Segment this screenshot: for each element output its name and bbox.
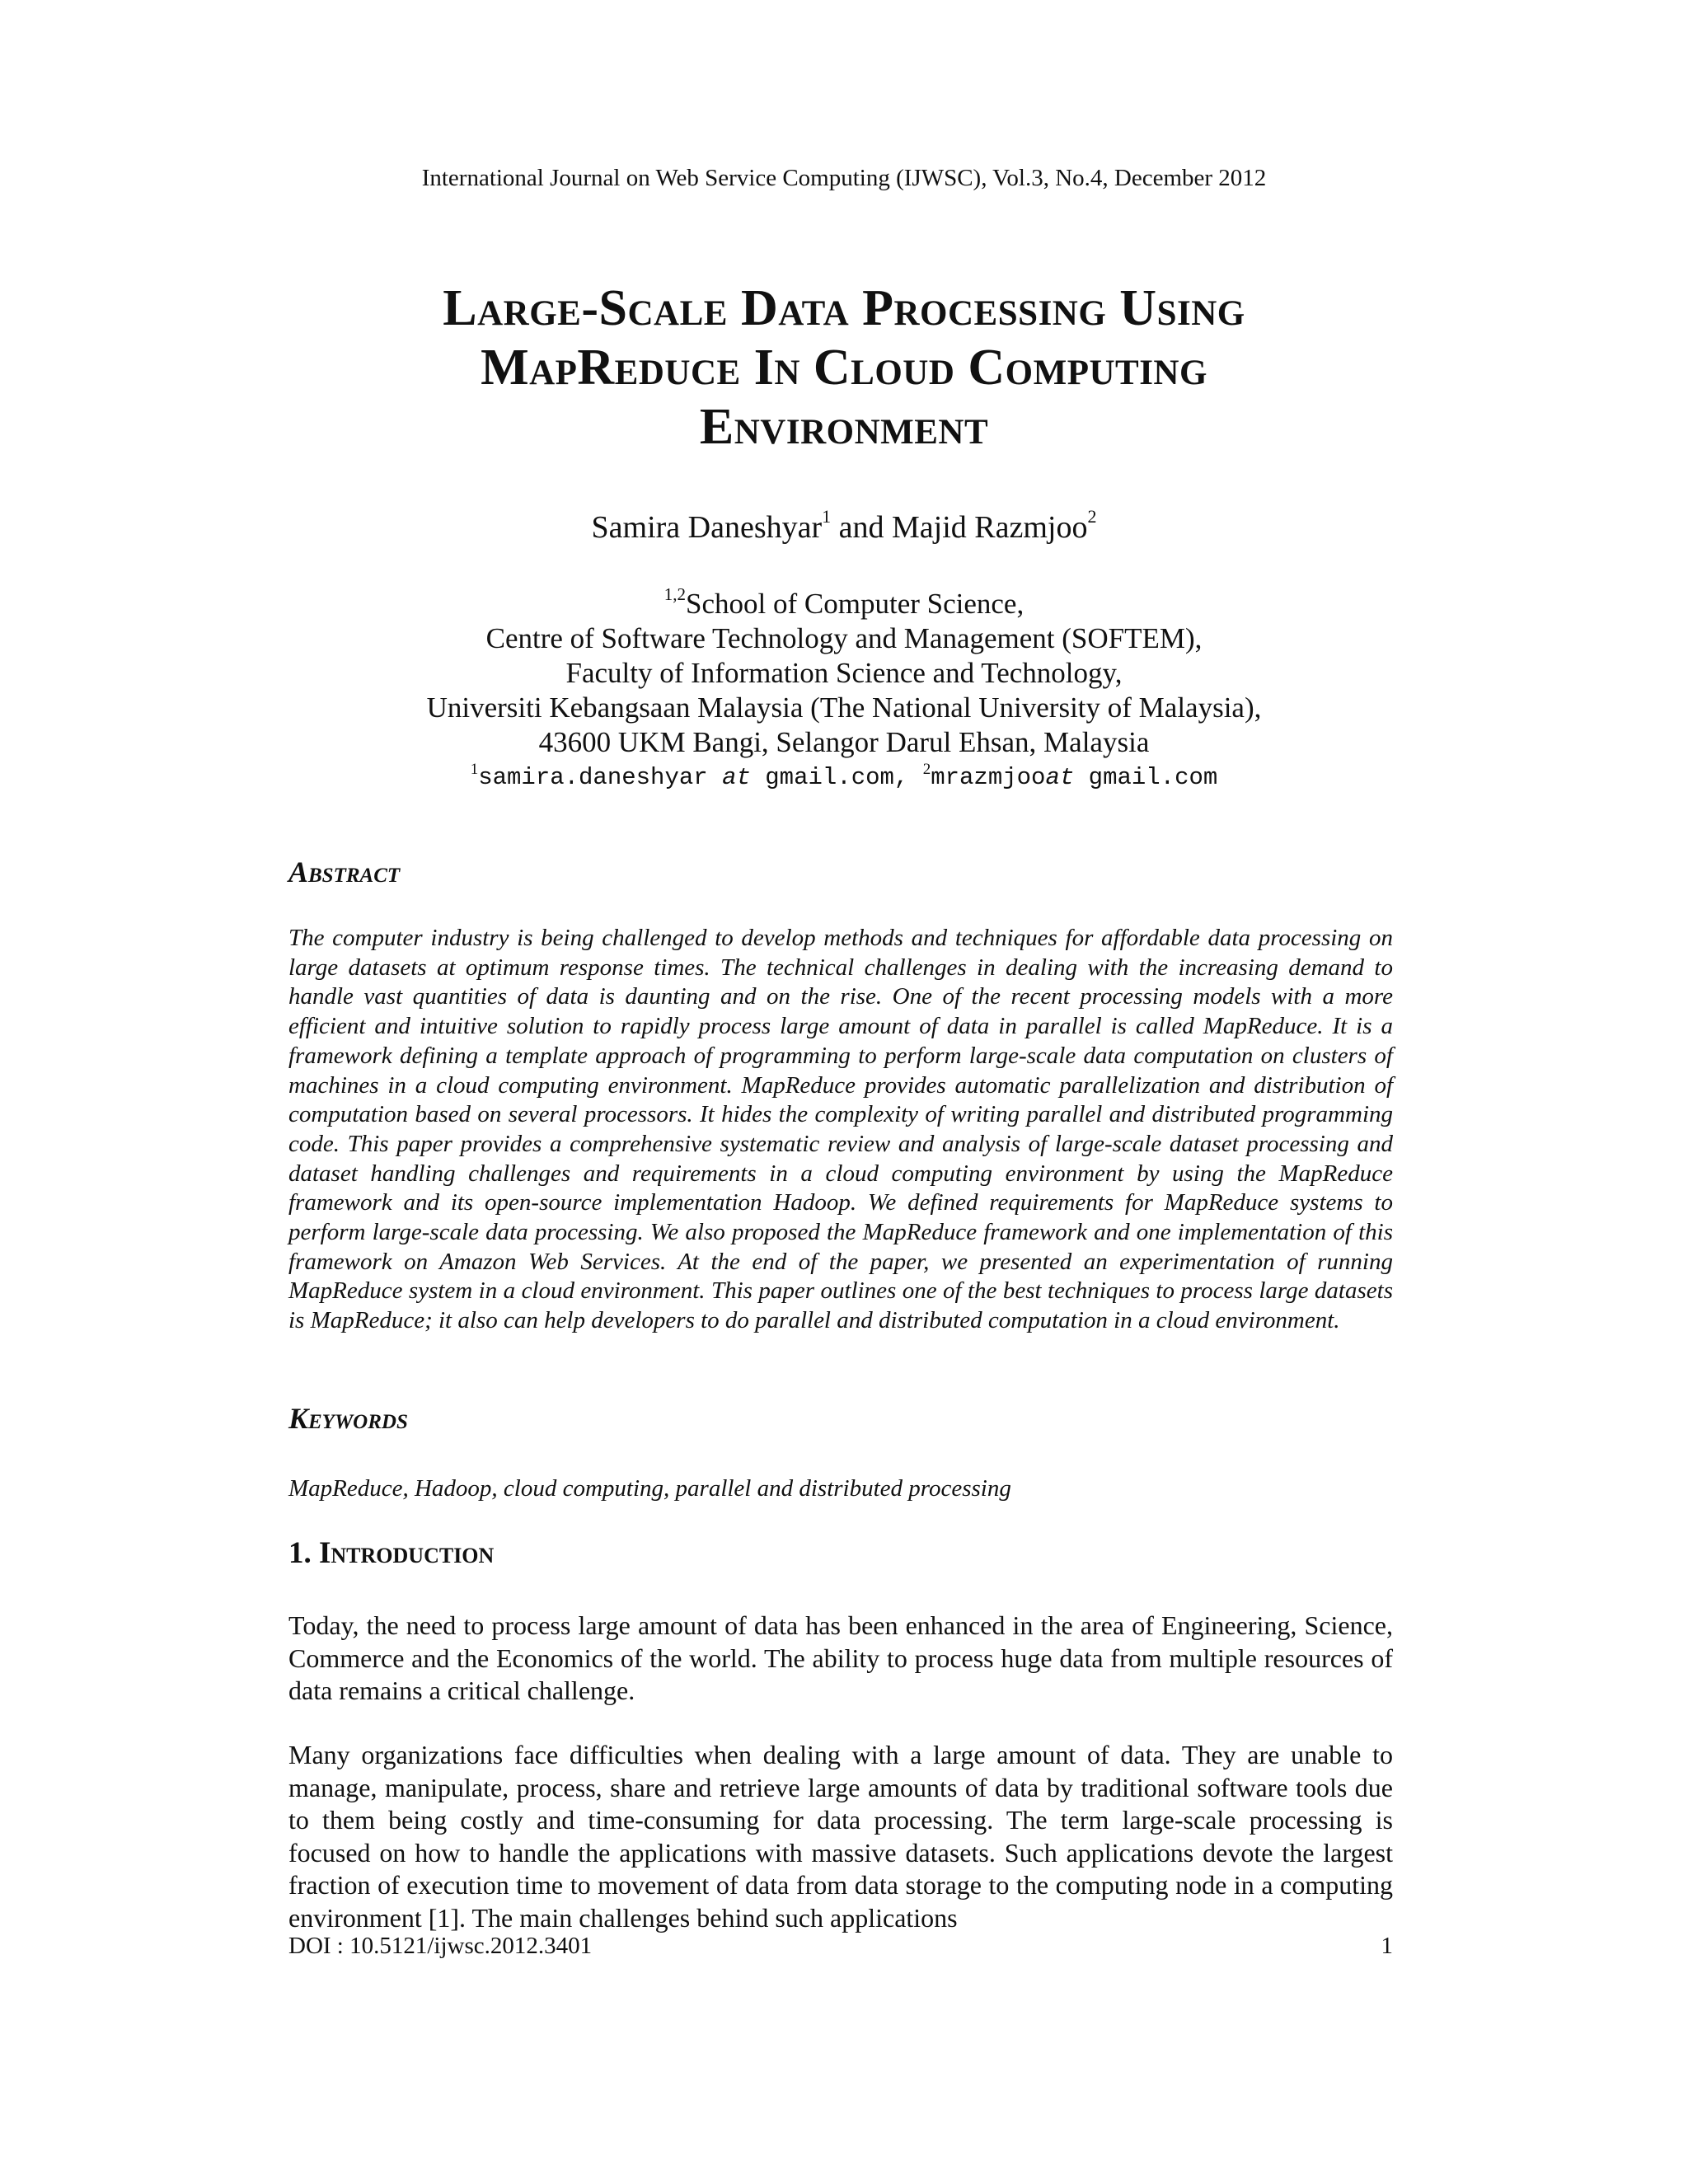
running-head: International Journal on Web Service Computing (IJWSC), Vol.3, No.4, December 2012	[421, 165, 1267, 191]
email-2-user: mrazmjoo	[931, 764, 1046, 791]
email-1-domain: gmail.com,	[750, 764, 923, 791]
affiliation-line-1	[0, 584, 1688, 621]
footer-doi: DOI : 10.5121/ijwsc.2012.3401	[288, 1933, 593, 1959]
keywords-heading: Keywords	[288, 1402, 408, 1435]
introduction-paragraph-1: Today, the need to process large amount of data has been enhanced in the area of Engineering, Science, Commerce and the Economics of the world. The ability to process huge data from multiple resources of data remains a critical challenge.	[288, 1610, 1393, 1705]
email-1-sup: 1	[470, 761, 479, 778]
email-1-at: at	[722, 764, 751, 791]
keywords-text: MapReduce, Hadoop, cloud computing, parallel and distributed processing	[288, 1475, 1011, 1502]
email-2-at: at	[1045, 764, 1075, 791]
affiliation-line-5: 43600 UKM Bangi, Selangor Darul Ehsan, Malaysia	[538, 726, 1150, 758]
author-1-sup: 1	[822, 506, 832, 527]
affiliation-sup: 1,2	[663, 584, 687, 604]
abstract-heading: Abstract	[288, 855, 401, 888]
page-number: 1	[1381, 1933, 1393, 1959]
email-1-user: samira.daneshyar	[478, 764, 723, 791]
paper-title	[247, 279, 1441, 457]
title-line-3: Environment	[699, 399, 989, 455]
affiliation-school: School of Computer Science,	[686, 588, 1025, 620]
email-2-sup: 2	[922, 761, 931, 778]
affiliation-line-4: Universiti Kebangsaan Malaysia (The National University of Malaysia),	[426, 691, 1262, 724]
introduction-paragraph-2: Many organizations face difficulties when dealing with a large amount of data. They are unable to manage, manipulate, process, share and retrieve large amounts of data by traditional software tools due to them being costly and time-consuming for data processing. The term large-scale processing is focused on how to handle the applications with massive datasets. Such applications devote the largest fraction of execution time to movement of data from data storage to the computing node in a computing environment [1]. The main challenges behind such applications	[288, 1740, 1393, 1933]
title-line-2: MapReduce In Cloud Computing	[481, 340, 1207, 396]
affiliation-line-2: Centre of Software Technology and Management (SOFTEM),	[485, 622, 1203, 654]
authors-line	[0, 506, 1688, 546]
author-2-sup: 2	[1087, 506, 1097, 527]
affiliation-line-3: Faculty of Information Science and Technology,	[565, 657, 1123, 689]
affiliation-block	[0, 584, 1688, 760]
email-line	[0, 763, 1688, 793]
authors-conjunction: and	[831, 510, 893, 545]
title-line-1: Large-Scale Data Processing Using	[443, 280, 1245, 336]
abstract-text: The computer industry is being challenged to develop methods and techniques for affordable data processing on large datasets at optimum response times. The technical challenges in dealing with the increasing demand to handle vast quantities of data is daunting and on the rise. One of the recent processing models with a more efficient and intuitive solution to rapidly process large amount of data in parallel is called MapReduce. It is a framework defining a template approach of programming to perform large-scale data computation on clusters of machines in a cloud computing environment. MapReduce provides automatic parallelization and distribution of computation based on several processors. It hides the complexity of writing parallel and distributed programming code. This paper provides a comprehensive systematic review and analysis of large-scale dataset processing and dataset handling challenges and requirements in a cloud computing environment by using the MapReduce framework and its open-source implementation Hadoop. We defined requirements for MapReduce systems to perform large-scale data processing. We also proposed the MapReduce framework and one implementation of this framework on Amazon Web Services. At the end of the paper, we presented an experimentation of running MapReduce system in a cloud environment. This paper outlines one of the best techniques to process large datasets is MapReduce; it also can help developers to do parallel and distributed computation in a cloud environment.	[288, 925, 1393, 1334]
email-2-domain: gmail.com	[1074, 764, 1218, 791]
author-2-name: Majid Razmjoo	[892, 510, 1088, 545]
author-1-name: Samira Daneshyar	[591, 510, 823, 545]
introduction-heading: 1. Introduction	[288, 1536, 495, 1570]
